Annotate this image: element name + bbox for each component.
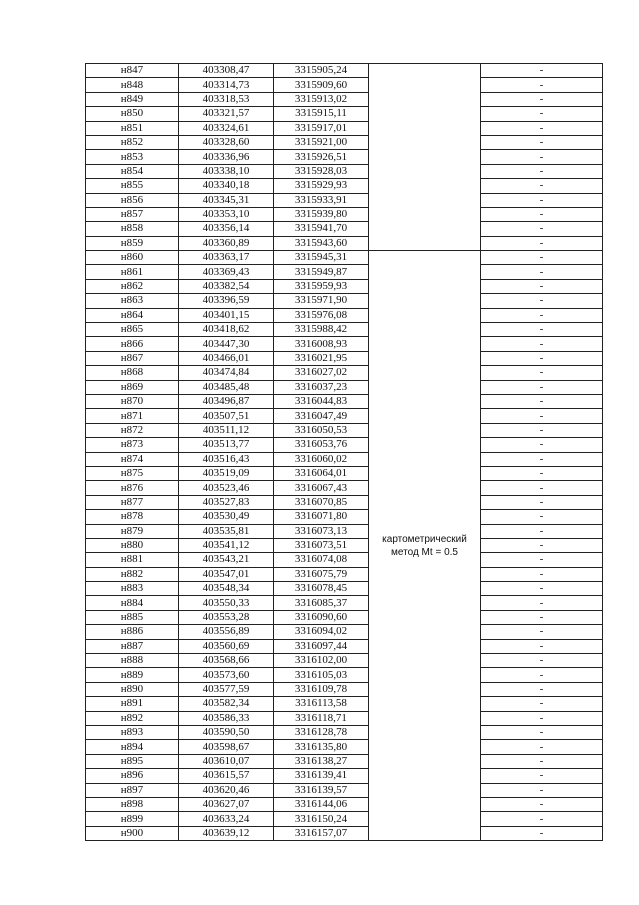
x-coordinate-cell: 403541,12 xyxy=(179,538,274,552)
table-row xyxy=(86,495,603,509)
point-id-cell: н851 xyxy=(86,121,179,135)
x-coordinate-cell: 403396,59 xyxy=(179,294,274,308)
x-coordinate-cell: 403553,28 xyxy=(179,610,274,624)
point-id-cell: н854 xyxy=(86,164,179,178)
x-coordinate-cell: 403328,60 xyxy=(179,135,274,149)
point-id-cell: н881 xyxy=(86,553,179,567)
table-row xyxy=(86,164,603,178)
y-coordinate-cell: 3315988,42 xyxy=(274,323,369,337)
point-id-cell: н882 xyxy=(86,567,179,581)
table-row xyxy=(86,394,603,408)
x-coordinate-cell: 403633,24 xyxy=(179,812,274,826)
point-id-cell: н877 xyxy=(86,495,179,509)
x-coordinate-cell: 403363,17 xyxy=(179,251,274,265)
table-row xyxy=(86,538,603,552)
x-coordinate-cell: 403610,07 xyxy=(179,754,274,768)
note-cell: - xyxy=(481,553,603,567)
point-id-cell: н864 xyxy=(86,308,179,322)
note-cell: - xyxy=(481,625,603,639)
note-cell: - xyxy=(481,740,603,754)
table-row xyxy=(86,251,603,265)
x-coordinate-cell: 403511,12 xyxy=(179,423,274,437)
x-coordinate-cell: 403496,87 xyxy=(179,394,274,408)
table-row xyxy=(86,466,603,480)
x-coordinate-cell: 403360,89 xyxy=(179,236,274,250)
note-cell: - xyxy=(481,337,603,351)
table-row xyxy=(86,207,603,221)
table-row xyxy=(86,582,603,596)
note-cell: - xyxy=(481,582,603,596)
table-row xyxy=(86,797,603,811)
point-id-cell: н857 xyxy=(86,207,179,221)
point-id-cell: н898 xyxy=(86,797,179,811)
point-id-cell: н849 xyxy=(86,92,179,106)
y-coordinate-cell: 3316139,57 xyxy=(274,783,369,797)
table-row xyxy=(86,826,603,840)
note-cell: - xyxy=(481,812,603,826)
point-id-cell: н850 xyxy=(86,107,179,121)
note-cell: - xyxy=(481,697,603,711)
x-coordinate-cell: 403401,15 xyxy=(179,308,274,322)
point-id-cell: н899 xyxy=(86,812,179,826)
note-cell: - xyxy=(481,179,603,193)
note-cell: - xyxy=(481,135,603,149)
point-id-cell: н859 xyxy=(86,236,179,250)
point-id-cell: н874 xyxy=(86,452,179,466)
table-row xyxy=(86,625,603,639)
note-cell: - xyxy=(481,610,603,624)
note-cell: - xyxy=(481,64,603,78)
table-row xyxy=(86,366,603,380)
y-coordinate-cell: 3316109,78 xyxy=(274,682,369,696)
x-coordinate-cell: 403535,81 xyxy=(179,524,274,538)
point-id-cell: н889 xyxy=(86,668,179,682)
y-coordinate-cell: 3316053,76 xyxy=(274,438,369,452)
point-id-cell: н866 xyxy=(86,337,179,351)
point-id-cell: н848 xyxy=(86,78,179,92)
point-id-cell: н885 xyxy=(86,610,179,624)
point-id-cell: н887 xyxy=(86,639,179,653)
y-coordinate-cell: 3315941,70 xyxy=(274,222,369,236)
x-coordinate-cell: 403338,10 xyxy=(179,164,274,178)
point-id-cell: н884 xyxy=(86,596,179,610)
y-coordinate-cell: 3316135,80 xyxy=(274,740,369,754)
point-id-cell: н872 xyxy=(86,423,179,437)
note-cell: - xyxy=(481,265,603,279)
note-cell: - xyxy=(481,783,603,797)
table-row xyxy=(86,783,603,797)
point-id-cell: н858 xyxy=(86,222,179,236)
y-coordinate-cell: 3316060,02 xyxy=(274,452,369,466)
note-cell: - xyxy=(481,279,603,293)
y-coordinate-cell: 3316071,80 xyxy=(274,510,369,524)
table-row xyxy=(86,711,603,725)
y-coordinate-cell: 3316067,43 xyxy=(274,481,369,495)
method-cell xyxy=(369,251,481,841)
method-line-1: картометрический xyxy=(382,533,467,545)
y-coordinate-cell: 3316085,37 xyxy=(274,596,369,610)
point-id-cell: н873 xyxy=(86,438,179,452)
x-coordinate-cell: 403615,57 xyxy=(179,769,274,783)
point-id-cell: н878 xyxy=(86,510,179,524)
x-coordinate-cell: 403548,34 xyxy=(179,582,274,596)
x-coordinate-cell: 403568,66 xyxy=(179,654,274,668)
note-cell: - xyxy=(481,452,603,466)
table-row xyxy=(86,423,603,437)
point-id-cell: н862 xyxy=(86,279,179,293)
note-cell: - xyxy=(481,193,603,207)
point-id-cell: н883 xyxy=(86,582,179,596)
x-coordinate-cell: 403550,33 xyxy=(179,596,274,610)
point-id-cell: н897 xyxy=(86,783,179,797)
y-coordinate-cell: 3315928,03 xyxy=(274,164,369,178)
note-cell: - xyxy=(481,639,603,653)
y-coordinate-cell: 3315926,51 xyxy=(274,150,369,164)
x-coordinate-cell: 403582,34 xyxy=(179,697,274,711)
point-id-cell: н855 xyxy=(86,179,179,193)
x-coordinate-cell: 403513,77 xyxy=(179,438,274,452)
point-id-cell: н880 xyxy=(86,538,179,552)
table-row xyxy=(86,308,603,322)
y-coordinate-cell: 3316050,53 xyxy=(274,423,369,437)
table-row xyxy=(86,380,603,394)
point-id-cell: н870 xyxy=(86,394,179,408)
y-coordinate-cell: 3316021,95 xyxy=(274,351,369,365)
x-coordinate-cell: 403447,30 xyxy=(179,337,274,351)
table-row xyxy=(86,596,603,610)
table-row xyxy=(86,697,603,711)
y-coordinate-cell: 3316113,58 xyxy=(274,697,369,711)
x-coordinate-cell: 403507,51 xyxy=(179,409,274,423)
point-id-cell: н890 xyxy=(86,682,179,696)
x-coordinate-cell: 403620,46 xyxy=(179,783,274,797)
x-coordinate-cell: 403353,10 xyxy=(179,207,274,221)
table-row xyxy=(86,265,603,279)
y-coordinate-cell: 3315905,24 xyxy=(274,64,369,78)
y-coordinate-cell: 3315933,91 xyxy=(274,193,369,207)
x-coordinate-cell: 403586,33 xyxy=(179,711,274,725)
table-row xyxy=(86,279,603,293)
y-coordinate-cell: 3316094,02 xyxy=(274,625,369,639)
table-row xyxy=(86,150,603,164)
table-row xyxy=(86,222,603,236)
y-coordinate-cell: 3315971,90 xyxy=(274,294,369,308)
point-id-cell: н865 xyxy=(86,323,179,337)
note-cell: - xyxy=(481,394,603,408)
x-coordinate-cell: 403382,54 xyxy=(179,279,274,293)
coordinates-table xyxy=(85,63,603,841)
table-row xyxy=(86,351,603,365)
table-row xyxy=(86,294,603,308)
x-coordinate-cell: 403474,84 xyxy=(179,366,274,380)
point-id-cell: н871 xyxy=(86,409,179,423)
note-cell: - xyxy=(481,797,603,811)
point-id-cell: н853 xyxy=(86,150,179,164)
x-coordinate-cell: 403627,07 xyxy=(179,797,274,811)
table-row xyxy=(86,107,603,121)
y-coordinate-cell: 3315943,60 xyxy=(274,236,369,250)
x-coordinate-cell: 403639,12 xyxy=(179,826,274,840)
note-cell: - xyxy=(481,495,603,509)
table-row xyxy=(86,639,603,653)
y-coordinate-cell: 3316047,49 xyxy=(274,409,369,423)
y-coordinate-cell: 3316070,85 xyxy=(274,495,369,509)
note-cell: - xyxy=(481,308,603,322)
y-coordinate-cell: 3316138,27 xyxy=(274,754,369,768)
x-coordinate-cell: 403466,01 xyxy=(179,351,274,365)
table-row xyxy=(86,725,603,739)
x-coordinate-cell: 403598,67 xyxy=(179,740,274,754)
x-coordinate-cell: 403369,43 xyxy=(179,265,274,279)
note-cell: - xyxy=(481,510,603,524)
point-id-cell: н852 xyxy=(86,135,179,149)
y-coordinate-cell: 3316157,07 xyxy=(274,826,369,840)
y-coordinate-cell: 3315939,80 xyxy=(274,207,369,221)
x-coordinate-cell: 403573,60 xyxy=(179,668,274,682)
y-coordinate-cell: 3316044,83 xyxy=(274,394,369,408)
note-cell: - xyxy=(481,121,603,135)
x-coordinate-cell: 403527,83 xyxy=(179,495,274,509)
x-coordinate-cell: 403318,53 xyxy=(179,92,274,106)
y-coordinate-cell: 3316075,79 xyxy=(274,567,369,581)
point-id-cell: н868 xyxy=(86,366,179,380)
point-id-cell: н847 xyxy=(86,64,179,78)
table-row xyxy=(86,654,603,668)
table-row xyxy=(86,769,603,783)
x-coordinate-cell: 403324,61 xyxy=(179,121,274,135)
point-id-cell: н893 xyxy=(86,725,179,739)
y-coordinate-cell: 3316027,02 xyxy=(274,366,369,380)
table-row xyxy=(86,323,603,337)
y-coordinate-cell: 3316105,03 xyxy=(274,668,369,682)
note-cell: - xyxy=(481,107,603,121)
note-cell: - xyxy=(481,409,603,423)
table-row xyxy=(86,567,603,581)
x-coordinate-cell: 403547,01 xyxy=(179,567,274,581)
point-id-cell: н863 xyxy=(86,294,179,308)
y-coordinate-cell: 3316150,24 xyxy=(274,812,369,826)
table-row xyxy=(86,92,603,106)
x-coordinate-cell: 403516,43 xyxy=(179,452,274,466)
y-coordinate-cell: 3316139,41 xyxy=(274,769,369,783)
note-cell: - xyxy=(481,567,603,581)
table-row xyxy=(86,510,603,524)
note-cell: - xyxy=(481,150,603,164)
y-coordinate-cell: 3316144,06 xyxy=(274,797,369,811)
note-cell: - xyxy=(481,725,603,739)
table-row xyxy=(86,452,603,466)
table-row xyxy=(86,481,603,495)
x-coordinate-cell: 403590,50 xyxy=(179,725,274,739)
y-coordinate-cell: 3315917,01 xyxy=(274,121,369,135)
y-coordinate-cell: 3315929,93 xyxy=(274,179,369,193)
note-cell: - xyxy=(481,222,603,236)
x-coordinate-cell: 403530,49 xyxy=(179,510,274,524)
table-row xyxy=(86,610,603,624)
x-coordinate-cell: 403418,62 xyxy=(179,323,274,337)
y-coordinate-cell: 3316074,08 xyxy=(274,553,369,567)
point-id-cell: н856 xyxy=(86,193,179,207)
method-cell-empty xyxy=(369,64,481,251)
note-cell: - xyxy=(481,366,603,380)
y-coordinate-cell: 3315915,11 xyxy=(274,107,369,121)
x-coordinate-cell: 403523,46 xyxy=(179,481,274,495)
table-row xyxy=(86,193,603,207)
note-cell: - xyxy=(481,323,603,337)
note-cell: - xyxy=(481,207,603,221)
point-id-cell: н888 xyxy=(86,654,179,668)
table-row xyxy=(86,135,603,149)
table-row xyxy=(86,337,603,351)
note-cell: - xyxy=(481,754,603,768)
y-coordinate-cell: 3316037,23 xyxy=(274,380,369,394)
note-cell: - xyxy=(481,251,603,265)
point-id-cell: н875 xyxy=(86,466,179,480)
note-cell: - xyxy=(481,92,603,106)
y-coordinate-cell: 3316073,13 xyxy=(274,524,369,538)
note-cell: - xyxy=(481,164,603,178)
y-coordinate-cell: 3316073,51 xyxy=(274,538,369,552)
note-cell: - xyxy=(481,769,603,783)
note-cell: - xyxy=(481,668,603,682)
point-id-cell: н861 xyxy=(86,265,179,279)
y-coordinate-cell: 3315949,87 xyxy=(274,265,369,279)
y-coordinate-cell: 3315921,00 xyxy=(274,135,369,149)
table-row xyxy=(86,668,603,682)
table-row xyxy=(86,121,603,135)
x-coordinate-cell: 403314,73 xyxy=(179,78,274,92)
table-row xyxy=(86,553,603,567)
table-row xyxy=(86,682,603,696)
method-line-2: метод Mt = 0.5 xyxy=(391,546,458,558)
point-id-cell: н896 xyxy=(86,769,179,783)
x-coordinate-cell: 403556,89 xyxy=(179,625,274,639)
y-coordinate-cell: 3316008,93 xyxy=(274,337,369,351)
note-cell: - xyxy=(481,711,603,725)
table-row xyxy=(86,754,603,768)
note-cell: - xyxy=(481,826,603,840)
table-row xyxy=(86,524,603,538)
point-id-cell: н886 xyxy=(86,625,179,639)
y-coordinate-cell: 3316102,00 xyxy=(274,654,369,668)
point-id-cell: н895 xyxy=(86,754,179,768)
x-coordinate-cell: 403577,59 xyxy=(179,682,274,696)
note-cell: - xyxy=(481,78,603,92)
note-cell: - xyxy=(481,466,603,480)
y-coordinate-cell: 3315959,93 xyxy=(274,279,369,293)
point-id-cell: н879 xyxy=(86,524,179,538)
note-cell: - xyxy=(481,538,603,552)
note-cell: - xyxy=(481,524,603,538)
x-coordinate-cell: 403560,69 xyxy=(179,639,274,653)
x-coordinate-cell: 403519,09 xyxy=(179,466,274,480)
x-coordinate-cell: 403485,48 xyxy=(179,380,274,394)
note-cell: - xyxy=(481,654,603,668)
point-id-cell: н869 xyxy=(86,380,179,394)
point-id-cell: н892 xyxy=(86,711,179,725)
note-cell: - xyxy=(481,351,603,365)
y-coordinate-cell: 3315909,60 xyxy=(274,78,369,92)
y-coordinate-cell: 3315913,02 xyxy=(274,92,369,106)
x-coordinate-cell: 403336,96 xyxy=(179,150,274,164)
x-coordinate-cell: 403543,21 xyxy=(179,553,274,567)
note-cell: - xyxy=(481,596,603,610)
note-cell: - xyxy=(481,682,603,696)
point-id-cell: н891 xyxy=(86,697,179,711)
point-id-cell: н867 xyxy=(86,351,179,365)
y-coordinate-cell: 3316118,71 xyxy=(274,711,369,725)
x-coordinate-cell: 403340,18 xyxy=(179,179,274,193)
note-cell: - xyxy=(481,481,603,495)
y-coordinate-cell: 3316097,44 xyxy=(274,639,369,653)
table-row xyxy=(86,812,603,826)
table-row xyxy=(86,409,603,423)
y-coordinate-cell: 3316128,78 xyxy=(274,725,369,739)
point-id-cell: н900 xyxy=(86,826,179,840)
table-row xyxy=(86,179,603,193)
point-id-cell: н860 xyxy=(86,251,179,265)
note-cell: - xyxy=(481,236,603,250)
table-row xyxy=(86,64,603,78)
y-coordinate-cell: 3316078,45 xyxy=(274,582,369,596)
y-coordinate-cell: 3315945,31 xyxy=(274,251,369,265)
table-row xyxy=(86,78,603,92)
x-coordinate-cell: 403321,57 xyxy=(179,107,274,121)
table-row xyxy=(86,438,603,452)
x-coordinate-cell: 403308,47 xyxy=(179,64,274,78)
y-coordinate-cell: 3316090,60 xyxy=(274,610,369,624)
point-id-cell: н876 xyxy=(86,481,179,495)
y-coordinate-cell: 3315976,08 xyxy=(274,308,369,322)
x-coordinate-cell: 403345,31 xyxy=(179,193,274,207)
note-cell: - xyxy=(481,423,603,437)
table-row xyxy=(86,236,603,250)
note-cell: - xyxy=(481,438,603,452)
point-id-cell: н894 xyxy=(86,740,179,754)
note-cell: - xyxy=(481,294,603,308)
note-cell: - xyxy=(481,380,603,394)
x-coordinate-cell: 403356,14 xyxy=(179,222,274,236)
table-row xyxy=(86,740,603,754)
coordinates-table-body xyxy=(86,64,603,841)
y-coordinate-cell: 3316064,01 xyxy=(274,466,369,480)
